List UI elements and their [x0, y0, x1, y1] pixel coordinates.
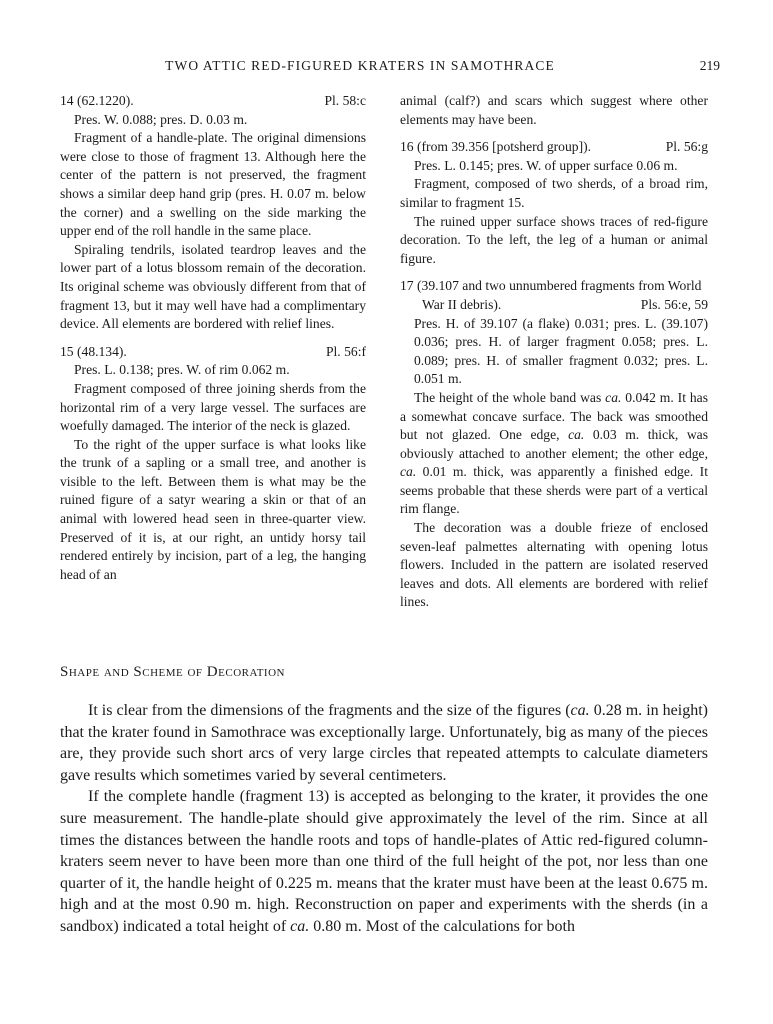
circa-abbr: ca. [568, 427, 585, 443]
entry-paragraph: The decoration was a double frieze of enclosed seven-leaf palmettes alternating with opening lotus flowers. Included in the pattern are isolated reserved leaves and dots. All elements are bordered with relief lines. [400, 520, 708, 610]
entry-measurements: Pres. L. 0.138; pres. W. of rim 0.062 m. [74, 362, 290, 378]
running-title: TWO ATTIC RED-FIGURED KRATERS IN SAMOTHRACE [165, 58, 555, 73]
circa-abbr: ca. [400, 464, 417, 480]
circa-abbr: ca. [605, 389, 622, 405]
page-header [60, 58, 720, 78]
entry-paragraph [400, 389, 708, 519]
entry-measurements: Pres. L. 0.145; pres. W. of upper surface 0.06 m. [414, 157, 678, 173]
entry-measurements: Pres. W. 0.088; pres. D. 0.03 m. [74, 111, 248, 127]
text-run: The height of the whole band was [414, 389, 606, 405]
catalog-entry-17 [400, 277, 708, 612]
entry-paragraph: Fragment of a handle-plate. The original dimensions were close to those of fragment 13. Although here the center of the pattern is not preserved, the fragment shows a similar deep hand grip (pres. H. 0.07 m. below the corner) and a swelling on the side marking the upper end of the roll handle in the same place. [60, 130, 366, 239]
entry-number: 15 (48.134). [60, 343, 127, 359]
text-run: 0.042 m. It has a somewhat concave surface. The back was smoothed but not glazed. One edge, [400, 389, 709, 443]
entry-number: 14 (62.1220). [60, 93, 134, 108]
section-body [60, 700, 708, 938]
entry-paragraph: The ruined upper surface shows traces of red-figure decoration. To the left, the leg of a human or animal figure. [400, 213, 708, 266]
text-run: It is clear from the dimensions of the fragments and the size of the figures ( [88, 702, 571, 719]
entry-paragraph: Spiraling tendrils, isolated teardrop leaves and the lower part of a lotus blossom remain of the decoration. Its original scheme was obviously different from that of fragment 13, but it may well have had a complimentary device. All elements are bordered with relief lines. [60, 241, 366, 332]
plate-reference: Pl. 58:c [324, 93, 366, 108]
entry-heading [400, 277, 708, 314]
section-heading: Shape and Scheme of Decoration [60, 664, 285, 680]
body-paragraph [60, 700, 708, 786]
entry-measurements: Pres. H. of 39.107 (a flake) 0.031; pres. L. (39.107) 0.036; pres. H. of larger fragment 0.058; pres. L. 0.089; pres. H. of smaller fragment 0.032; pres. L. 0.051 m. [414, 315, 708, 387]
continued-paragraph: animal (calf?) and scars which suggest where other elements may have been. [400, 93, 708, 127]
body-paragraph [60, 786, 708, 937]
text-run: 0.80 m. Most of the calculations for both [309, 917, 575, 935]
catalog-entry-14 [60, 92, 366, 334]
entry-number: 17 (39.107 and two unnumbered fragments from World War II debris). [400, 278, 702, 312]
entry-heading [60, 343, 366, 362]
text-run: 0.01 m. thick, was apparently a finished edge. It seems probable that these sherds were part of a vertical rim flange. [400, 464, 708, 517]
catalog-entry-16 [400, 138, 708, 268]
entry-heading [60, 92, 366, 111]
entry-paragraph: Fragment, composed of two sherds, of a broad rim, similar to fragment 15. [400, 176, 708, 210]
plate-reference: Pl. 56:g [665, 139, 708, 155]
right-column [400, 92, 708, 612]
text-run: 0.28 m. in height) that the krater found in Samothrace was exceptionally large. Unfortunately, big as many of the pieces are, they provide such short arcs of very large circles that repeated attempts to calculate diameters gave results which sometimes varied by several centimeters. [60, 702, 708, 784]
entry-paragraph: Fragment composed of three joining sherds from the horizontal rim of a very large vessel. The surfaces are woefully damaged. The interior of the neck is glazed. [60, 380, 366, 434]
text-run: 0.03 m. thick, was obviously attached to another element; the other edge, [400, 427, 708, 461]
catalog-entry-15 [60, 343, 366, 585]
circa-abbr: ca. [570, 702, 590, 719]
circa-abbr: ca. [290, 917, 310, 935]
entry-heading [400, 138, 708, 157]
entry-paragraph: To the right of the upper surface is what looks like the trunk of a sapling or a small tree, and another is visible to the left. Between them is what may be the ruined figure of a satyr wearing a skin or that of an animal with lowered head seen in three-quarter view. Preserved of it is, at our right, an untidy horsy tail rendered entirely by incision, part of a leg, the hanging head of an [60, 436, 366, 582]
plate-reference: Pls. 56:e, 59 [640, 296, 708, 312]
entry-number: 16 (from 39.356 [potsherd group]). [400, 139, 592, 155]
text-run: If the complete handle (fragment 13) is accepted as belonging to the krater, it provides the one sure measurement. The handle-plate should give approximately the level of the rim. Since at all times the distances between the handle roots and tops of handle-plates of Attic red-figured column-kraters seem never to have been more than one third of the full height of the pot, nor less than one quarter of it, the handle height of 0.225 m. means that the krater must have been at the least 0.675 m. high and at the most 0.90 m. high. Reconstruction on paper and experiments with the sherds (in a sandbox) indicated a total height of [60, 788, 708, 935]
left-column [60, 92, 366, 584]
page-number: 219 [699, 58, 720, 73]
plate-reference: Pl. 56:f [325, 343, 366, 359]
